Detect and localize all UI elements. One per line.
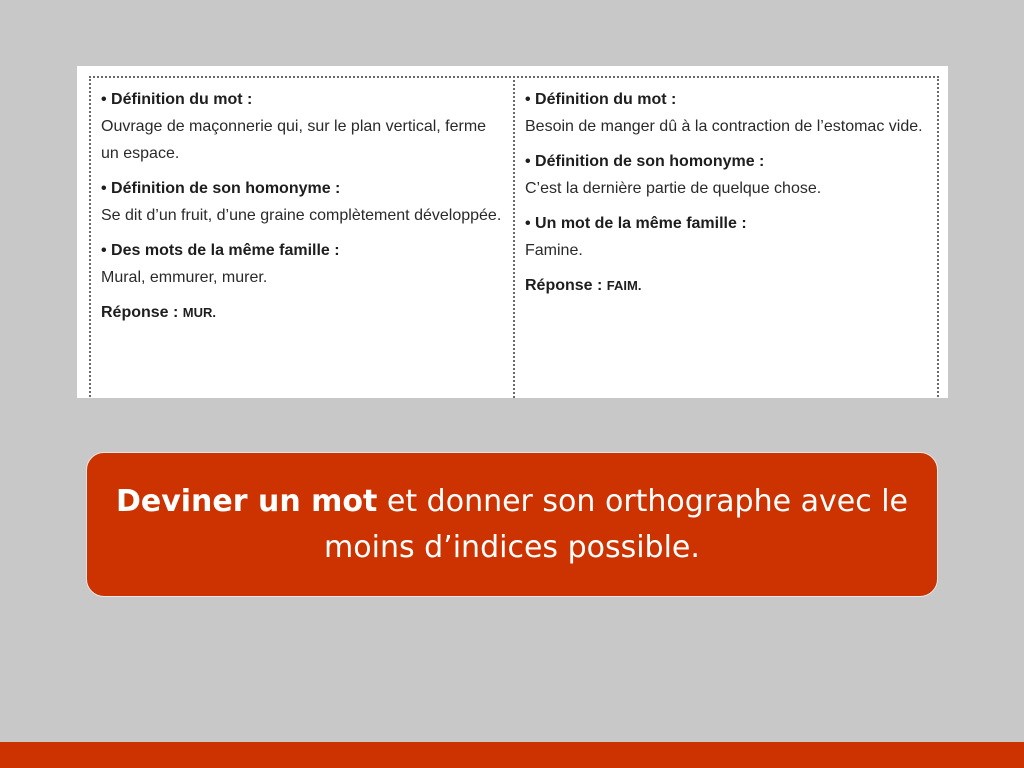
left-column — [101, 86, 506, 326]
left-family-block — [101, 237, 506, 291]
bottom-accent-bar — [0, 742, 1024, 768]
left-answer — [101, 299, 506, 326]
right-definition-heading: • Définition du mot : — [525, 91, 677, 108]
right-family-heading: • Un mot de la même famille : — [525, 215, 747, 232]
right-answer-label: Réponse : — [525, 277, 603, 294]
right-family-block — [525, 210, 935, 264]
right-definition-block — [525, 86, 935, 140]
left-family-heading: • Des mots de la même famille : — [101, 242, 340, 259]
right-homonym-text: C’est la dernière partie de quelque chose. — [525, 180, 822, 197]
banner-bold-text: Deviner un mot — [115, 484, 378, 519]
right-homonym-block — [525, 148, 935, 202]
scanned-exercise-image — [77, 66, 948, 398]
right-definition-text: Besoin de manger dû à la contraction de l’estomac vide. — [525, 118, 923, 135]
left-homonym-text: Se dit d’un fruit, d’une graine complètement développée. — [101, 207, 502, 224]
column-divider — [513, 76, 515, 398]
left-homonym-block — [101, 175, 506, 229]
right-answer-word: FAIM. — [606, 278, 642, 293]
left-family-text: Mural, emmurer, murer. — [101, 269, 268, 286]
left-answer-word: MUR. — [182, 305, 217, 320]
right-homonym-heading: • Définition de son homonyme : — [525, 153, 765, 170]
right-answer — [525, 272, 935, 299]
left-definition-heading: • Définition du mot : — [101, 91, 253, 108]
right-column — [525, 86, 935, 299]
banner-rest-text: et donner son orthographe avec le moins d’indices possible. — [324, 484, 909, 565]
left-homonym-heading: • Définition de son homonyme : — [101, 180, 341, 197]
left-definition-block — [101, 86, 506, 167]
left-definition-text: Ouvrage de maçonnerie qui, sur le plan vertical, ferme un espace. — [101, 118, 487, 162]
instruction-banner — [86, 452, 938, 597]
right-family-text: Famine. — [525, 242, 583, 259]
left-answer-label: Réponse : — [101, 304, 179, 321]
